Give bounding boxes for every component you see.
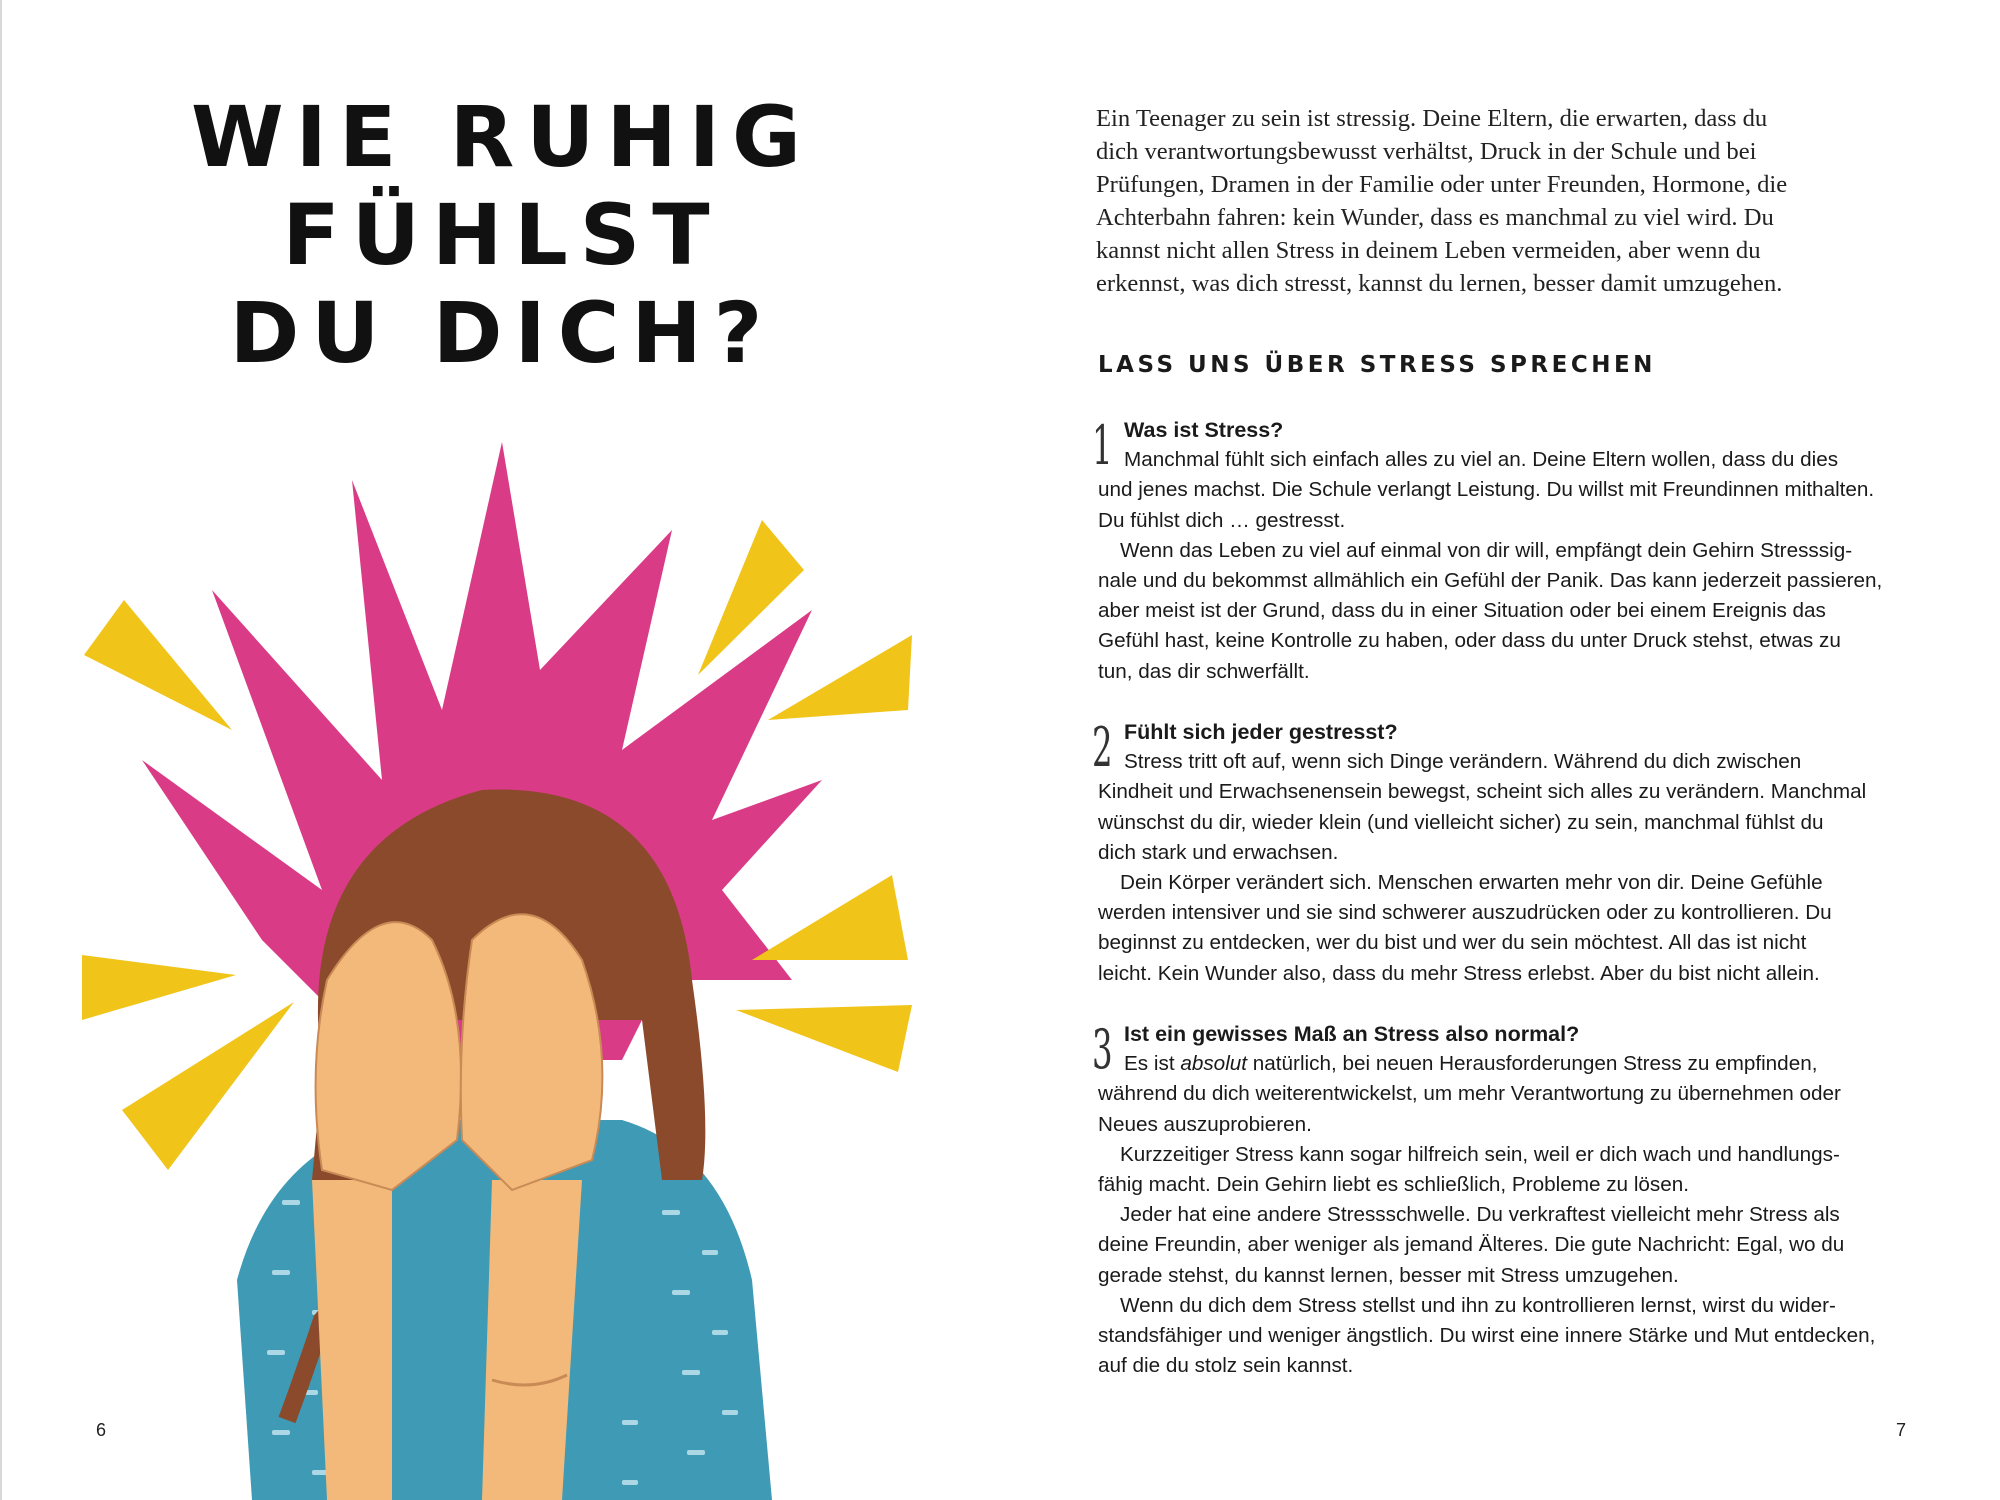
intro-paragraph bbox=[1096, 102, 1896, 300]
yellow-ray-left-1 bbox=[82, 955, 236, 1020]
headline-line-3: DU DICH? bbox=[229, 284, 775, 382]
intro-line: erkennst, was dich stresst, kannst du lernen, besser damit umzugehen. bbox=[1096, 270, 1783, 297]
intro-line: dich verantwortungsbewusst verhältst, Druck in der Schule und bei bbox=[1096, 138, 1757, 165]
qa-number: 3 bbox=[1092, 1018, 1113, 1081]
headline-line-1: WIE RUHIG bbox=[191, 88, 813, 186]
qa-text-line: und jenes machst. Die Schule verlangt Leistung. Du willst mit Freundinnen mithalten. bbox=[1098, 478, 1875, 502]
qa-question: Was ist Stress? bbox=[1124, 418, 1284, 442]
qa-text-line: beginnst zu entdecken, wer du bist und wer du sein möchtest. All das ist nicht bbox=[1098, 931, 1807, 955]
intro-line: Achterbahn fahren: kein Wunder, dass es manchmal zu viel wird. Du bbox=[1096, 204, 1774, 231]
page-number-left: 6 bbox=[96, 1420, 107, 1440]
qa-text-line: Wenn das Leben zu viel auf einmal von dir will, empfängt dein Gehirn Stresssig- bbox=[1120, 538, 1853, 562]
intro-line: Ein Teenager zu sein ist stressig. Deine Eltern, die erwarten, dass du bbox=[1096, 105, 1768, 132]
intro-line: Prüfungen, Dramen in der Familie oder unter Freunden, Hormone, die bbox=[1096, 171, 1788, 198]
qa-text-line: Kindheit und Erwachsenensein bewegst, scheint sich alles zu verändern. Manchmal bbox=[1098, 780, 1867, 804]
qa-text-line: Gefühl hast, keine Kontrolle zu haben, oder dass du unter Druck stehst, etwas zu bbox=[1098, 629, 1841, 653]
qa-text-line: fähig macht. Dein Gehirn liebt es schließlich, Probleme zu lösen. bbox=[1098, 1173, 1690, 1197]
qa-text-segment: Es ist bbox=[1124, 1052, 1181, 1076]
qa-text-line: deine Freundin, aber weniger als jemand Älteres. Die gute Nachricht: Egal, wo du bbox=[1098, 1233, 1845, 1257]
qa-number: 1 bbox=[1092, 414, 1113, 477]
qa-text-line: Wenn du dich dem Stress stellst und ihn zu kontrollieren lernst, wirst du wider- bbox=[1120, 1293, 1836, 1317]
qa-text-line: standsfähiger und weniger ängstlich. Du wirst eine innere Stärke und Mut entdecken, bbox=[1098, 1324, 1876, 1348]
qa-number: 2 bbox=[1092, 716, 1113, 779]
qa-question: Ist ein gewisses Maß an Stress also normal? bbox=[1124, 1022, 1580, 1046]
qa-text-line: aber meist ist der Grund, dass du in einer Situation oder bei einem Ereignis das bbox=[1098, 599, 1826, 623]
qa-text-line: wünschst du dir, wieder klein (und vielleicht sicher) zu sein, manchmal fühlst du bbox=[1098, 810, 1824, 834]
qa-text-line: Stress tritt oft auf, wenn sich Dinge verändern. Während du dich zwischen bbox=[1124, 750, 1802, 774]
qa-text-line: Manchmal fühlt sich einfach alles zu viel an. Deine Eltern wollen, dass du dies bbox=[1124, 448, 1839, 472]
qa-text-line: Dein Körper verändert sich. Menschen erwarten mehr von dir. Deine Gefühle bbox=[1120, 871, 1823, 895]
qa-text-line: während du dich weiterentwickelst, um mehr Verantwortung zu übernehmen oder bbox=[1098, 1082, 1841, 1106]
qa-block-1 bbox=[1092, 414, 1918, 687]
yellow-ray-top-left bbox=[84, 600, 232, 730]
headline-line-2: FÜHLST bbox=[282, 186, 722, 284]
qa-emphasis: absolut bbox=[1180, 1052, 1248, 1076]
stressed-girl-illustration bbox=[62, 420, 942, 1500]
section-heading: LASS UNS ÜBER STRESS SPRECHEN bbox=[1098, 352, 1656, 378]
qa-text-line: dich stark und erwachsen. bbox=[1098, 840, 1339, 864]
yellow-ray-right-2 bbox=[752, 875, 908, 960]
yellow-ray-right-3 bbox=[736, 1005, 912, 1072]
qa-text-segment: natürlich, bei neuen Herausforderungen Stress zu empfinden, bbox=[1247, 1052, 1818, 1076]
qa-text-line: werden intensiver und sie sind schwerer auszudrücken oder zu kontrollieren. Du bbox=[1098, 901, 1832, 925]
yellow-ray-left-2 bbox=[122, 1002, 294, 1170]
page-headline bbox=[132, 88, 872, 382]
qa-text-line: Du fühlst dich … gestresst. bbox=[1098, 508, 1346, 532]
qa-text-line: auf die du stolz sein kannst. bbox=[1098, 1354, 1354, 1378]
qa-text-line: tun, das dir schwerfällt. bbox=[1098, 659, 1310, 683]
qa-block-3 bbox=[1092, 1018, 1918, 1381]
qa-block-2 bbox=[1092, 716, 1918, 989]
right-page bbox=[1000, 0, 2000, 1500]
qa-text-line bbox=[1098, 1049, 1918, 1079]
qa-text-line: nale und du bekommst allmählich ein Gefühl der Panik. Das kann jederzeit passieren, bbox=[1098, 569, 1883, 593]
qa-text-line: leicht. Kein Wunder also, dass du mehr Stress erlebst. Aber du bist nicht allein. bbox=[1098, 961, 1820, 985]
page-number-right: 7 bbox=[1896, 1420, 1907, 1440]
qa-text-line: Kurzzeitiger Stress kann sogar hilfreich sein, weil er dich wach und handlungs- bbox=[1120, 1142, 1840, 1166]
qa-text-line: gerade stehst, du kannst lernen, besser mit Stress umzugehen. bbox=[1098, 1263, 1679, 1287]
qa-text-line: Jeder hat eine andere Stressschwelle. Du verkraftest vielleicht mehr Stress als bbox=[1120, 1203, 1840, 1227]
intro-line: kannst nicht allen Stress in deinem Leben vermeiden, aber wenn du bbox=[1096, 237, 1761, 264]
qa-question: Fühlt sich jeder gestresst? bbox=[1124, 720, 1398, 744]
qa-text-line: Neues auszuprobieren. bbox=[1098, 1112, 1312, 1136]
